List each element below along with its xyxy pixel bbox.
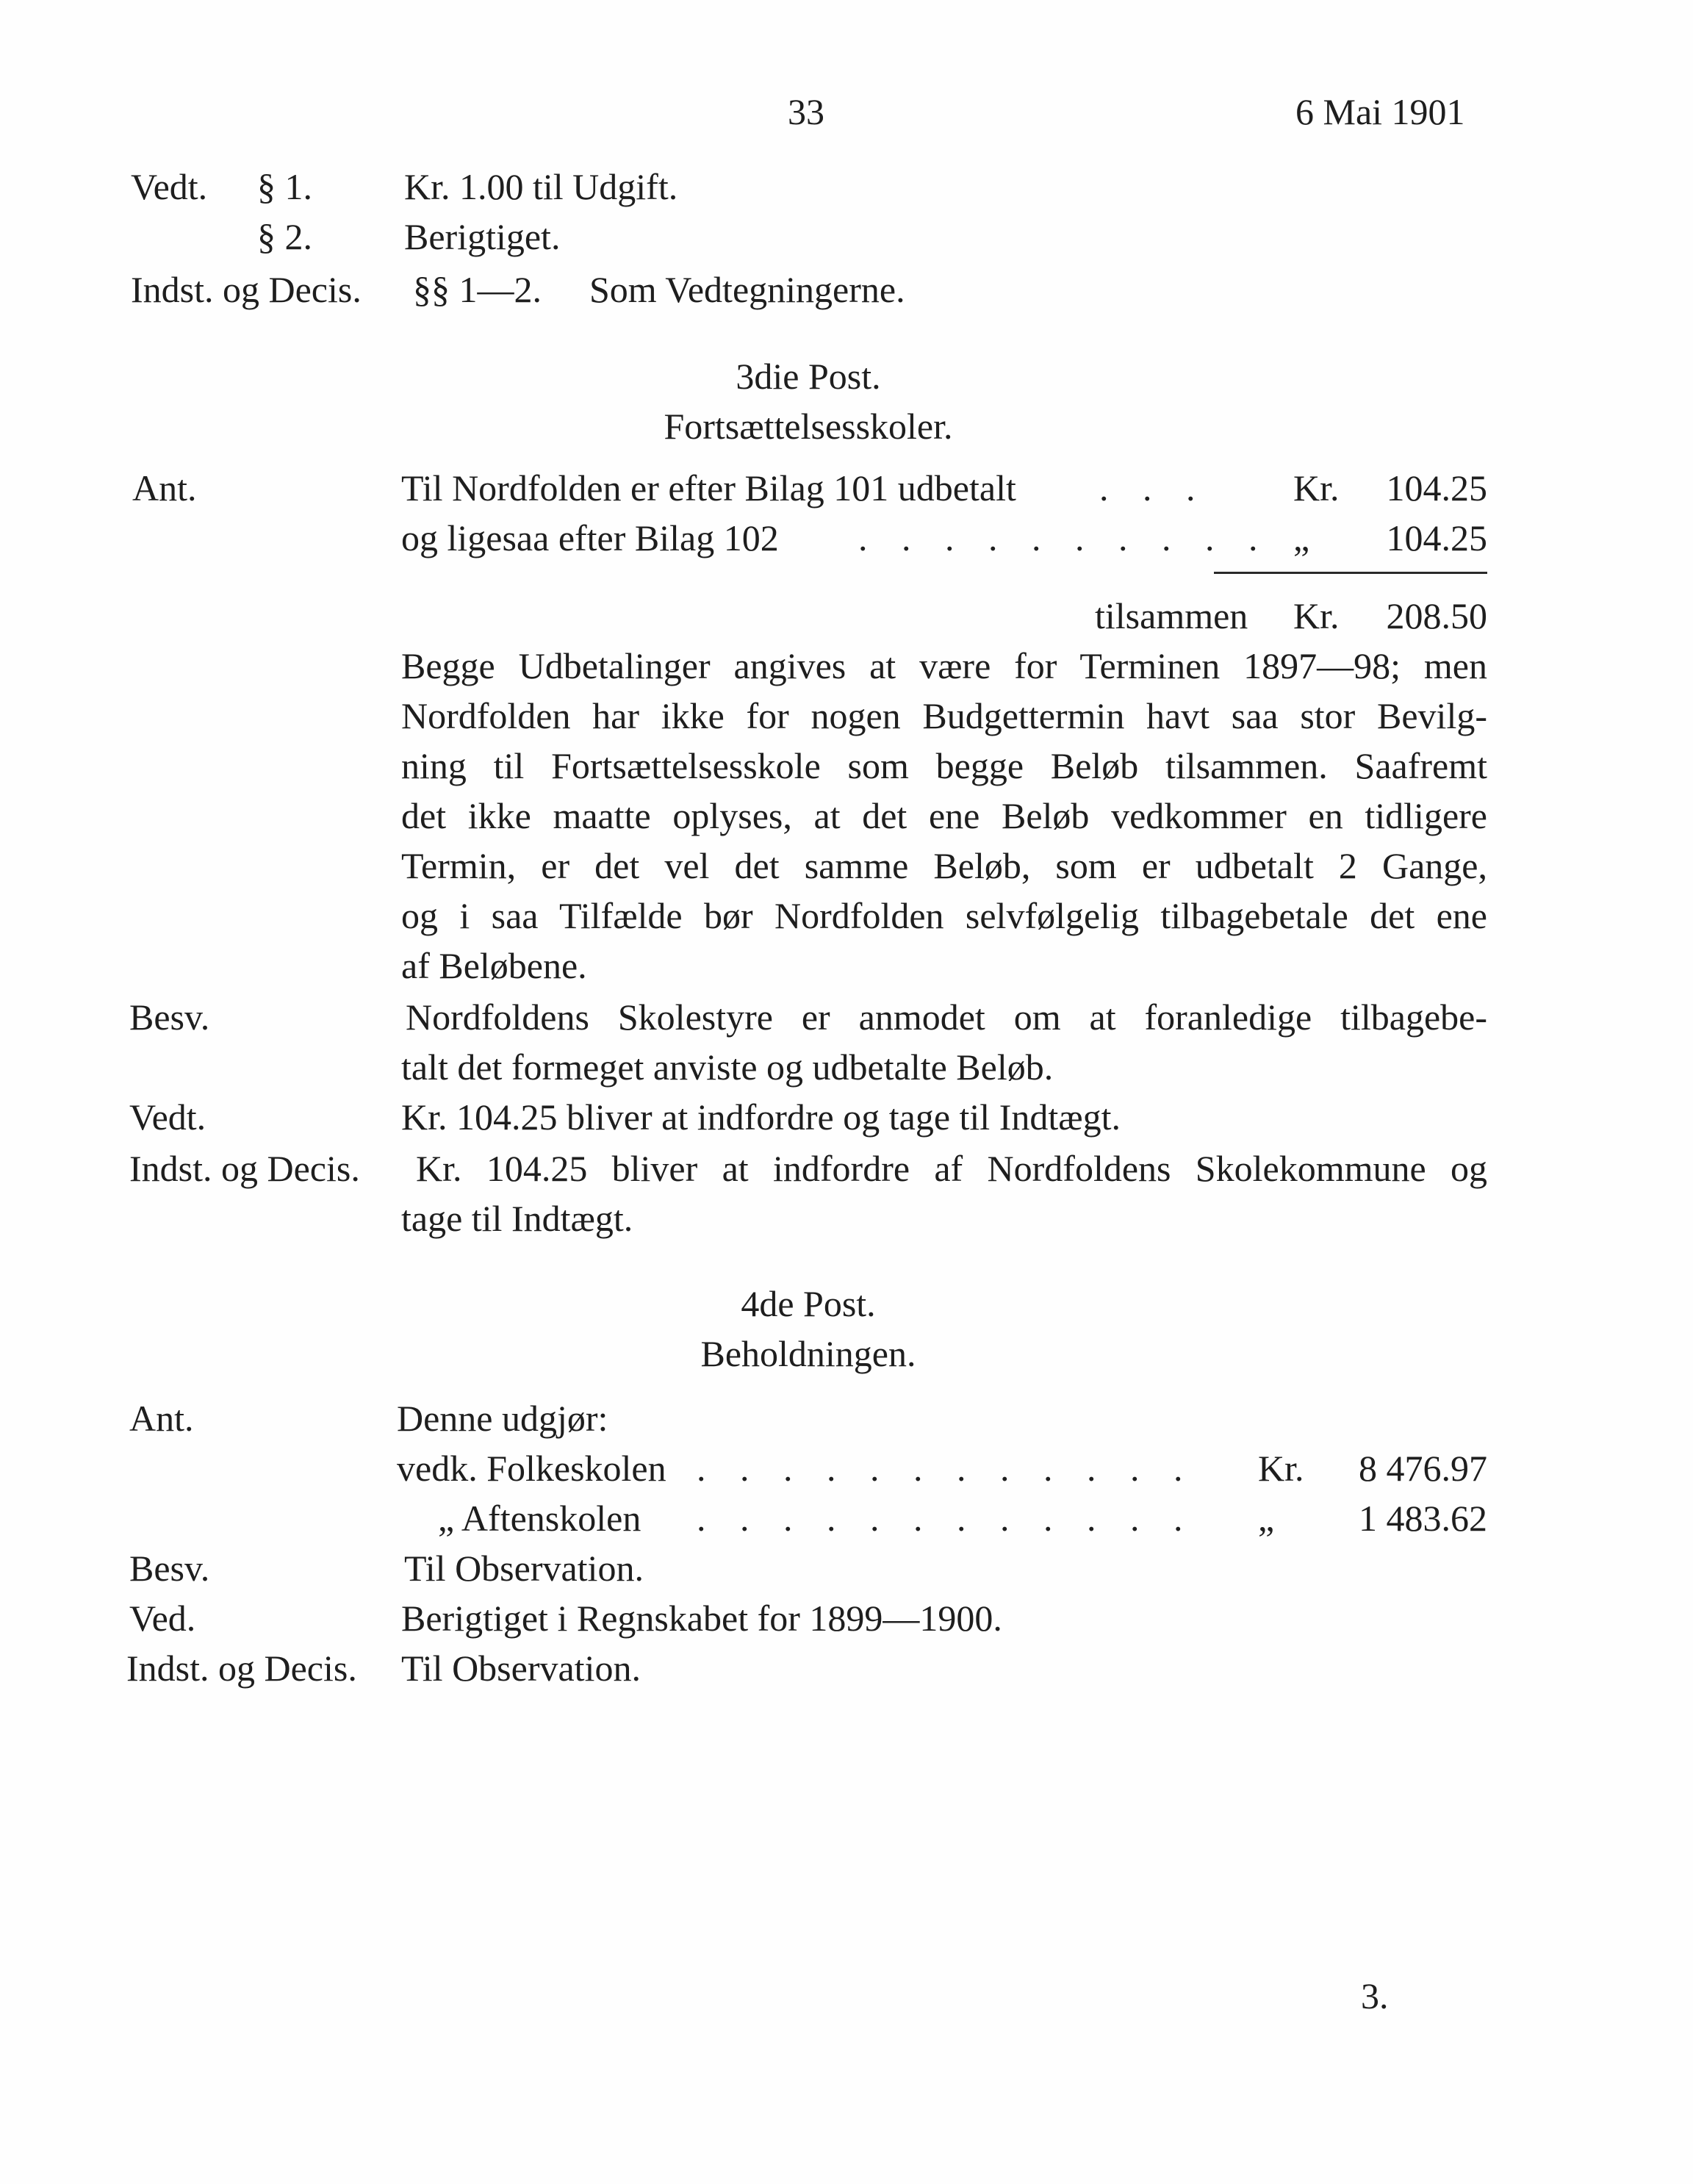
page-date: 6 Mai 1901 [1295,91,1465,132]
currency: „ [1293,517,1310,558]
section-subheading: Fortsættelsesskoler. [664,406,953,447]
currency: Kr. [1258,1448,1304,1489]
total-label: tilsammen [1095,595,1248,636]
indst-line: tage til Indtægt. [401,1198,633,1239]
sum-rule [1214,572,1487,574]
paragraph-line: og i saa Tilfælde bør Nordfolden selvfølgelig tilbagebetale det ene [401,895,1487,936]
paragraph-ref: § 2. [257,216,312,257]
label-besv: Besv. [129,996,210,1038]
label-indst-og-decis: Indst. og Decis. [126,1648,357,1689]
ledger-text: „ Aftenskolen [438,1498,641,1539]
indst-text: Til Observation. [401,1648,641,1689]
label-ant: Ant. [132,467,197,509]
vedt-text: Kr. 104.25 bliver at indfordre og tage til Indtægt. [401,1096,1121,1138]
label-indst-og-decis: Indst. og Decis. [129,1148,360,1189]
label-indst-og-decis: Indst. og Decis. [131,269,362,310]
label-vedt: Vedt. [131,166,208,207]
signature-mark: 3. [1361,1975,1389,2016]
label-ant: Ant. [129,1398,194,1439]
section-heading: 3die Post. [736,356,881,397]
ledger-text: vedk. Folkeskolen [397,1448,666,1489]
ledger-text: og ligesaa efter Bilag 102 [401,517,779,558]
leader-dots: . . . [1099,467,1208,509]
ved-text: Berigtiget i Regnskabet for 1899—1900. [401,1598,1002,1639]
leader-dots: . . . . . . . . . . [858,517,1270,558]
section-subheading: Beholdningen. [700,1333,916,1374]
paragraph-line: af Beløbene. [401,945,587,986]
label-besv: Besv. [129,1548,210,1589]
indst-line: Kr. 104.25 bliver at indfordre af Nordfoldens Skolekommune og [416,1148,1487,1189]
intro-text: Denne udgjør: [397,1398,608,1439]
amount: 1 483.62 [1359,1498,1487,1539]
leader-dots: . . . . . . . . . . . . [697,1498,1196,1539]
paragraph-line: Nordfolden har ikke for nogen Budgettermin havt saa stor Bevilg- [401,695,1487,736]
amount: 104.25 [1386,517,1487,558]
paragraph-line: Begge Udbetalinger angives at være for Terminen 1897—98; men [401,645,1487,686]
paragraph-ref: §§ 1—2. [413,269,542,310]
currency: Kr. [1293,467,1340,509]
besv-line: Nordfoldens Skolestyre er anmodet om at foranledige tilbagebe- [406,996,1487,1038]
besv-line: talt det formeget anviste og udbetalte Beløb. [401,1046,1054,1088]
paragraph-ref: § 1. [257,166,312,207]
besv-text: Til Observation. [404,1548,644,1589]
label-vedt: Vedt. [129,1096,206,1138]
page-number: 33 [788,91,824,132]
amount: 8 476.97 [1359,1448,1487,1489]
total-amount: 208.50 [1386,595,1487,636]
ledger-text: Til Nordfolden er efter Bilag 101 udbetalt [401,467,1016,509]
leader-dots: . . . . . . . . . . . . [697,1448,1196,1489]
label-ved: Ved. [129,1598,196,1639]
entry-text: Berigtiget. [404,216,561,257]
paragraph-line: ning til Fortsættelsesskole som begge Beløb tilsammen. Saafremt [401,745,1487,786]
paragraph-line: Termin, er det vel det samme Beløb, som er udbetalt 2 Gange, [401,845,1487,886]
paragraph-line: det ikke maatte oplyses, at det ene Beløb vedkommer en tidligere [401,795,1487,836]
currency: „ [1258,1498,1275,1539]
entry-text: Kr. 1.00 til Udgift. [404,166,678,207]
currency: Kr. [1293,595,1340,636]
entry-text: Som Vedtegningerne. [589,269,905,310]
amount: 104.25 [1386,467,1487,509]
section-heading: 4de Post. [741,1283,876,1324]
